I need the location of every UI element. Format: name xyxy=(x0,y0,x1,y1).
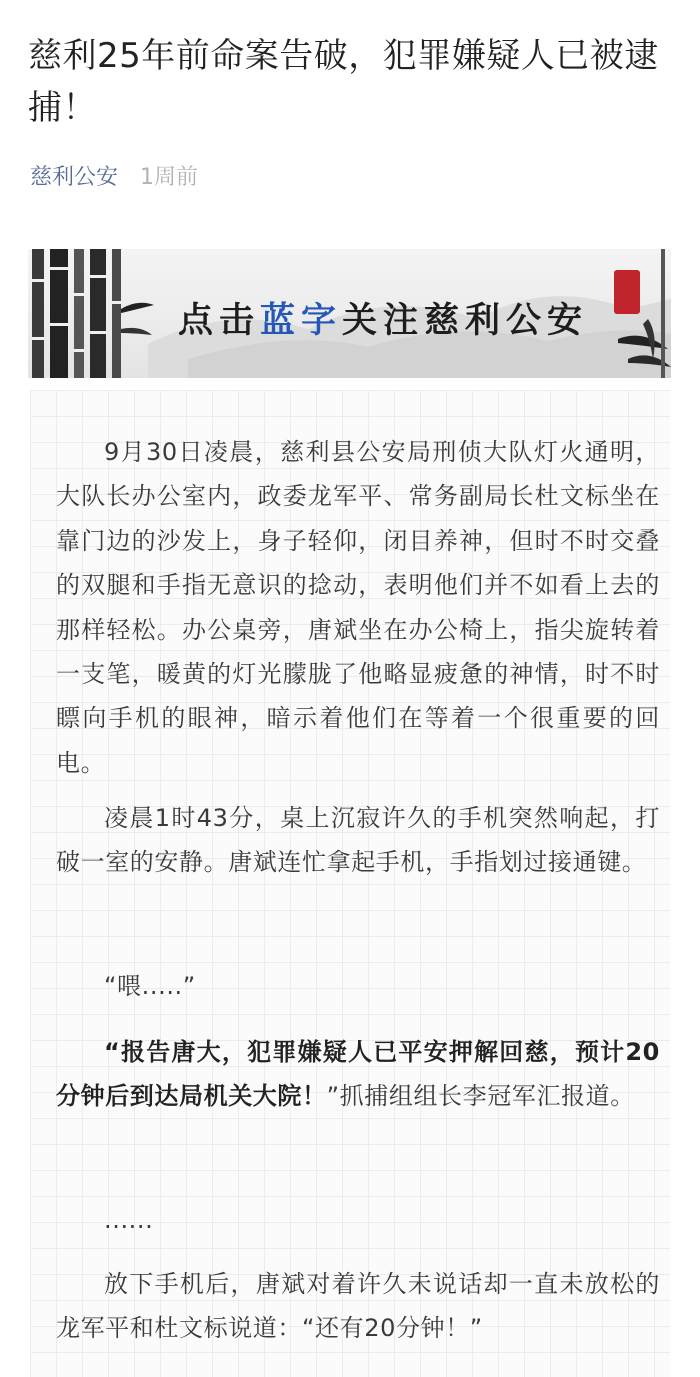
seal-stamp-icon xyxy=(614,270,640,314)
paragraph-1: 9月30日凌晨，慈利县公安局刑侦大队灯火通明，大队长办公室内，政委龙军平、常务副局长杜文标坐在靠门边的沙发上，身子轻仰，闭目养神，但时不时交叠的双腿和手指无意识的捻动，表明他们并不如看上去的那样轻松。办公桌旁，唐斌坐在办公椅上，指尖旋转着一支笔，暖黄的灯光朦胧了他略显疲惫的神情，时不时瞟向手机的眼神，暗示着他们在等着一个很重要的回电。 xyxy=(56,438,660,777)
banner-highlight: 蓝字 xyxy=(260,300,343,341)
paragraph-5: ...... xyxy=(104,1206,154,1234)
paragraph-4 xyxy=(56,1030,660,1119)
publish-time: 1周前 xyxy=(140,164,199,190)
follow-banner-image[interactable] xyxy=(28,249,671,378)
article-meta xyxy=(30,160,198,190)
paragraph-2: 凌晨1时43分，桌上沉寂许久的手机突然响起，打破一室的安静。唐斌连忙拿起手机，手指划过接通键。 xyxy=(56,804,660,877)
article-title: 慈利25年前命案告破，犯罪嫌疑人已被逮捕！ xyxy=(28,36,659,128)
quote-rest: ”抓捕组组长李冠军汇报道。 xyxy=(326,1082,635,1111)
paragraph-6: 放下手机后，唐斌对着许久未说话却一直未放松的龙军平和杜文标说道：“还有20分钟！” xyxy=(56,1270,660,1343)
account-name-link[interactable]: 慈利公安 xyxy=(30,164,119,190)
banner-caption: 点击蓝字关注慈利公安 xyxy=(178,300,589,341)
quote-bold: “报告唐大，犯罪嫌疑人已平安押解回慈，预计20分钟后到达局机关大院！ xyxy=(56,1038,660,1111)
paragraph-3: “喂.....” xyxy=(104,972,196,1000)
article-body xyxy=(30,390,670,1377)
